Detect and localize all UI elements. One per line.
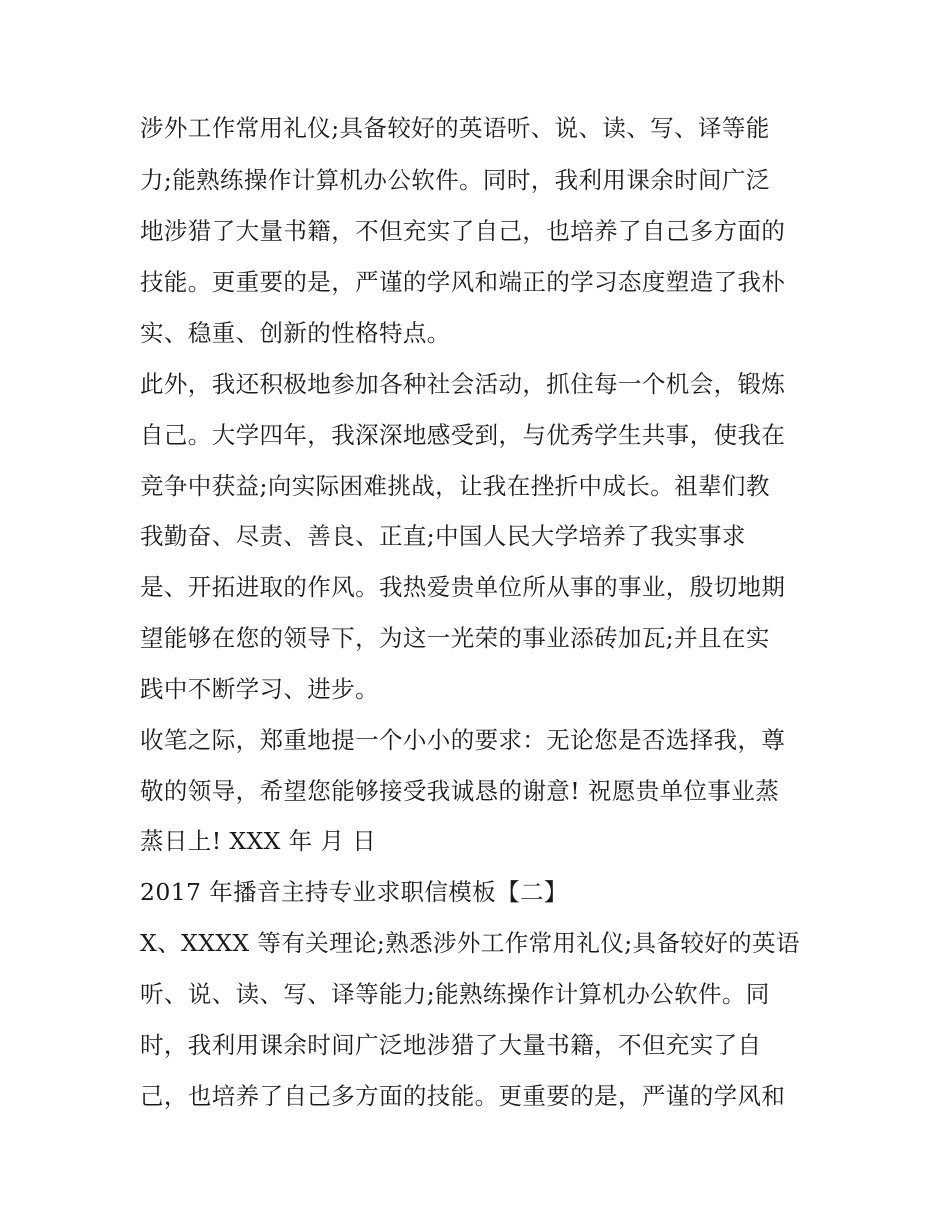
body-text-line: 此外，我还积极地参加各种社会活动，抓住每一个机会，锻炼	[140, 370, 786, 398]
body-text-line: 敬的领导，希望您能够接受我诚恳的谢意! 祝愿贵单位事业蒸	[140, 777, 780, 805]
body-text-line: 竞争中获益;向实际困难挑战，让我在挫折中成长。祖辈们教	[140, 472, 770, 500]
body-text-line: 己，也培养了自己多方面的技能。更重要的是，严谨的学风和	[140, 1082, 786, 1110]
body-text-line: 地涉猎了大量书籍，不但充实了自己，也培养了自己多方面的	[140, 217, 786, 245]
body-text-line: 实、稳重、创新的性格特点。	[140, 319, 451, 347]
body-text-line: 我勤奋、尽责、善良、正直;中国人民大学培养了我实事求	[140, 522, 746, 550]
body-text-line: 时，我利用课余时间广泛地涉猎了大量书籍，不但充实了自	[140, 1031, 762, 1059]
body-text-line: X、XXXX 等有关理论;熟悉涉外工作常用礼仪;具备较好的英语	[140, 929, 800, 957]
body-text-line: 技能。更重要的是，严谨的学风和端正的学习态度塑造了我朴	[140, 268, 786, 296]
body-text-line: 听、说、读、写、译等能力;能熟练操作计算机办公软件。同	[140, 980, 770, 1008]
body-text-line: 自己。大学四年，我深深地感受到，与优秀学生共事，使我在	[140, 421, 786, 449]
body-text-line: 望能够在您的领导下，为这一光荣的事业添砖加瓦;并且在实	[140, 624, 770, 652]
body-text-line: 践中不断学习、进步。	[140, 675, 379, 703]
body-text-line: 力;能熟练操作计算机办公软件。同时，我利用课余时间广泛	[140, 166, 770, 194]
body-text-line: 涉外工作常用礼仪;具备较好的英语听、说、读、写、译等能	[140, 114, 770, 142]
body-text-line: 是、开拓进取的作风。我热爱贵单位所从事的事业，殷切地期	[140, 573, 786, 601]
body-text-line: 收笔之际，郑重地提一个小小的要求：无论您是否选择我，尊	[140, 726, 786, 754]
signature-date-line: 蒸日上! XXX 年 月 日	[140, 827, 377, 855]
section-heading: 2017 年播音主持专业求职信模板【二】	[140, 878, 568, 906]
